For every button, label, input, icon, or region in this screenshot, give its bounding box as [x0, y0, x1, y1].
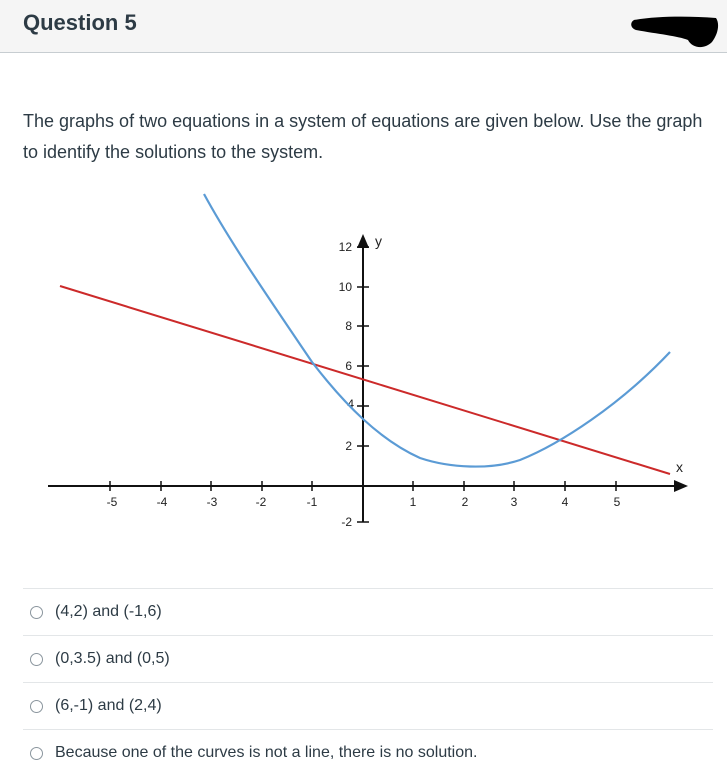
question-header: [0, 0, 727, 53]
answer-label: (6,-1) and (2,4): [55, 697, 162, 714]
answer-option[interactable]: [23, 588, 713, 635]
answer-label: (4,2) and (-1,6): [55, 603, 162, 620]
x-tick-label: -2: [255, 495, 267, 509]
question-prompt: The graphs of two equations in a system of equations are given below. Use the graph to identify the solutions to the system.: [23, 111, 703, 162]
x-tick-label: -5: [106, 495, 118, 509]
x-axis-arrow-icon: [674, 480, 688, 492]
x-tick-label: -4: [156, 495, 168, 509]
y-axis-arrow-icon: [357, 234, 369, 248]
x-tick-label: 1: [409, 495, 417, 509]
y-tick-label: 4: [347, 397, 354, 411]
x-tick-label: 2: [461, 495, 469, 509]
answer-label: (0,3.5) and (0,5): [55, 650, 170, 667]
answer-list: [23, 588, 713, 776]
y-tick-label: 8: [345, 319, 352, 333]
y-tick-label: 10: [338, 280, 352, 294]
question-title: Question 5: [23, 10, 137, 35]
y-tick-label: 6: [345, 359, 352, 373]
x-tick-label: -3: [206, 495, 218, 509]
x-tick-label: 3: [510, 495, 518, 509]
radio-button-icon[interactable]: [30, 700, 43, 713]
answer-option[interactable]: [23, 729, 713, 776]
redaction-mark-icon: [628, 10, 720, 52]
answer-option[interactable]: [23, 635, 713, 682]
x-tick-label: 5: [613, 495, 621, 509]
y-axis-label: y: [375, 233, 382, 249]
radio-button-icon[interactable]: [30, 653, 43, 666]
answer-label: Because one of the curves is not a line, there is no solution.: [55, 744, 478, 761]
x-tick-label: -1: [306, 495, 318, 509]
system-graph: [40, 185, 700, 545]
radio-button-icon[interactable]: [30, 606, 43, 619]
quadratic-equation-curve: [204, 194, 670, 467]
x-axis-label: x: [676, 459, 683, 475]
radio-button-icon[interactable]: [30, 747, 43, 760]
y-tick-label: 2: [345, 439, 352, 453]
y-tick-label: 12: [338, 240, 352, 254]
x-tick-label: 4: [561, 495, 569, 509]
answer-option[interactable]: [23, 682, 713, 729]
y-tick-label: -2: [341, 515, 352, 529]
